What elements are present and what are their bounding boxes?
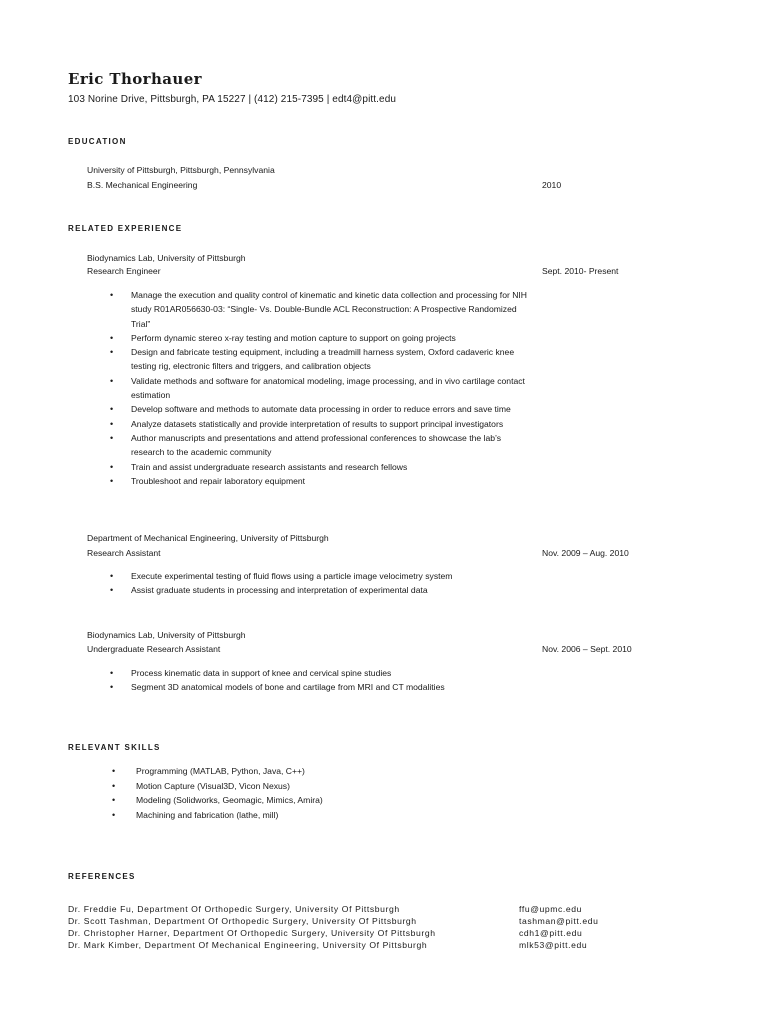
job-org: Department of Mechanical Engineering, University of Pittsburgh [87, 533, 329, 543]
bullet-glyph: • [112, 780, 116, 791]
list-item [110, 680, 530, 694]
applicant-name: Eric Thorhauer [68, 70, 202, 88]
list-item [110, 666, 530, 680]
education-heading: EDUCATION [68, 137, 127, 146]
bullet-glyph: • [110, 475, 114, 486]
bullet-glyph: • [110, 571, 114, 581]
bullet-glyph: • [110, 347, 114, 358]
reference-email[interactable]: tashman@pitt.edu [519, 916, 599, 926]
list-item [112, 779, 532, 794]
bullet-text: Execute experimental testing of fluid flows using a particle image velocimetry system [131, 571, 453, 581]
job-date: Nov. 2009 – Aug. 2010 [542, 548, 629, 558]
list-item [110, 474, 530, 488]
list-item [110, 288, 530, 331]
list-item [110, 345, 530, 374]
list-item [110, 569, 530, 583]
bullet-text: Train and assist undergraduate research assistants and research fellows [131, 461, 408, 472]
reference-name: Dr. Scott Tashman, Department Of Orthopedic Surgery, University Of Pittsburgh [68, 916, 417, 926]
bullet-glyph: • [110, 461, 114, 472]
list-item [112, 764, 532, 779]
list-item [110, 417, 530, 431]
bullet-glyph: • [112, 766, 116, 776]
reference-name: Dr. Mark Kimber, Department Of Mechanical Engineering, University Of Pittsburgh [68, 940, 428, 950]
job-org: Biodynamics Lab, University of Pittsburgh [87, 630, 246, 640]
skill-text: Motion Capture (Visual3D, Vicon Nexus) [136, 780, 290, 791]
bullet-text: Manage the execution and quality control of kinematic and kinetic data collection and processing for NIH study R01AR056630-03: “Single- Vs. Double-Bundle ACL Reconstruction: A Prospective Randomized Trial” [131, 290, 528, 329]
bullet-glyph: • [110, 290, 114, 300]
skill-text: Modeling (Solidworks, Geomagic, Mimics, Amira) [136, 795, 323, 805]
bullet-glyph: • [112, 809, 116, 820]
bullet-glyph: • [110, 585, 114, 596]
bullet-glyph: • [110, 404, 114, 415]
job-title: Undergraduate Research Assistant [87, 644, 221, 654]
bullet-text: Perform dynamic stereo x-ray testing and motion capture to support on going projects [131, 332, 456, 343]
bullet-glyph: • [110, 432, 114, 443]
education-degree: B.S. Mechanical Engineering [87, 180, 198, 190]
list-item [110, 402, 530, 416]
skills-heading: RELEVANT SKILLS [68, 743, 161, 752]
job-org: Biodynamics Lab, University of Pittsburgh [87, 253, 246, 263]
education-school: University of Pittsburgh, Pittsburgh, Pennsylvania [87, 165, 275, 175]
bullet-text: Process kinematic data in support of knee and cervical spine studies [131, 668, 392, 678]
bullet-text: Assist graduate students in processing and interpretation of experimental data [131, 585, 428, 596]
list-item [110, 460, 530, 474]
skill-text: Programming (MATLAB, Python, Java, C++) [136, 766, 305, 776]
contact-line: 103 Norine Drive, Pittsburgh, PA 15227 | (412) 215-7395 | edt4@pitt.edu [68, 94, 397, 105]
job-title: Research Assistant [87, 548, 161, 558]
list-item [110, 374, 530, 403]
bullet-glyph: • [110, 332, 114, 343]
bullet-text: Troubleshoot and repair laboratory equipment [131, 475, 306, 486]
references-heading: REFERENCES [68, 872, 136, 881]
bullet-glyph: • [110, 375, 114, 386]
list-item [110, 331, 530, 345]
education-date: 2010 [542, 180, 562, 190]
skill-text: Machining and fabrication (lathe, mill) [136, 809, 279, 820]
job-date: Sept. 2010- Present [542, 266, 619, 276]
bullet-glyph: • [110, 418, 114, 429]
job-title: Research Engineer [87, 266, 161, 276]
bullet-text: Develop software and methods to automate data processing in order to reduce errors and save time [131, 404, 511, 415]
job-bullet-list [110, 288, 530, 488]
list-item [110, 431, 530, 460]
reference-name: Dr. Christopher Harner, Department Of Orthopedic Surgery, University Of Pittsburgh [68, 928, 436, 938]
bullet-glyph: • [110, 682, 114, 693]
bullet-glyph: • [112, 795, 116, 805]
bullet-text: Analyze datasets statistically and provide interpretation of results to support principal investigators [131, 418, 504, 429]
job-bullet-list [110, 569, 530, 598]
bullet-glyph: • [110, 668, 114, 678]
skills-list [112, 764, 532, 822]
reference-name: Dr. Freddie Fu, Department Of Orthopedic Surgery, University Of Pittsburgh [68, 904, 400, 914]
reference-email[interactable]: cdh1@pitt.edu [519, 928, 583, 938]
job-date: Nov. 2006 – Sept. 2010 [542, 644, 632, 654]
bullet-text: Segment 3D anatomical models of bone and cartilage from MRI and CT modalities [131, 682, 445, 693]
list-item [112, 793, 532, 808]
reference-email[interactable]: ffu@upmc.edu [519, 904, 583, 914]
bullet-text: Validate methods and software for anatomical modeling, image processing, and in vivo cartilage contact estimation [131, 375, 525, 401]
list-item [110, 583, 530, 597]
list-item [112, 808, 532, 823]
experience-heading: RELATED EXPERIENCE [68, 224, 183, 233]
bullet-text: Author manuscripts and presentations and attend professional conferences to showcase the lab’s research to the academic community [131, 432, 502, 458]
reference-email[interactable]: mlk53@pitt.edu [519, 940, 588, 950]
job-bullet-list [110, 666, 530, 695]
bullet-text: Design and fabricate testing equipment, including a treadmill harness system, Oxford cadaveric knee testing rig, electronic filters and triggers, and calibration objects [131, 347, 515, 372]
